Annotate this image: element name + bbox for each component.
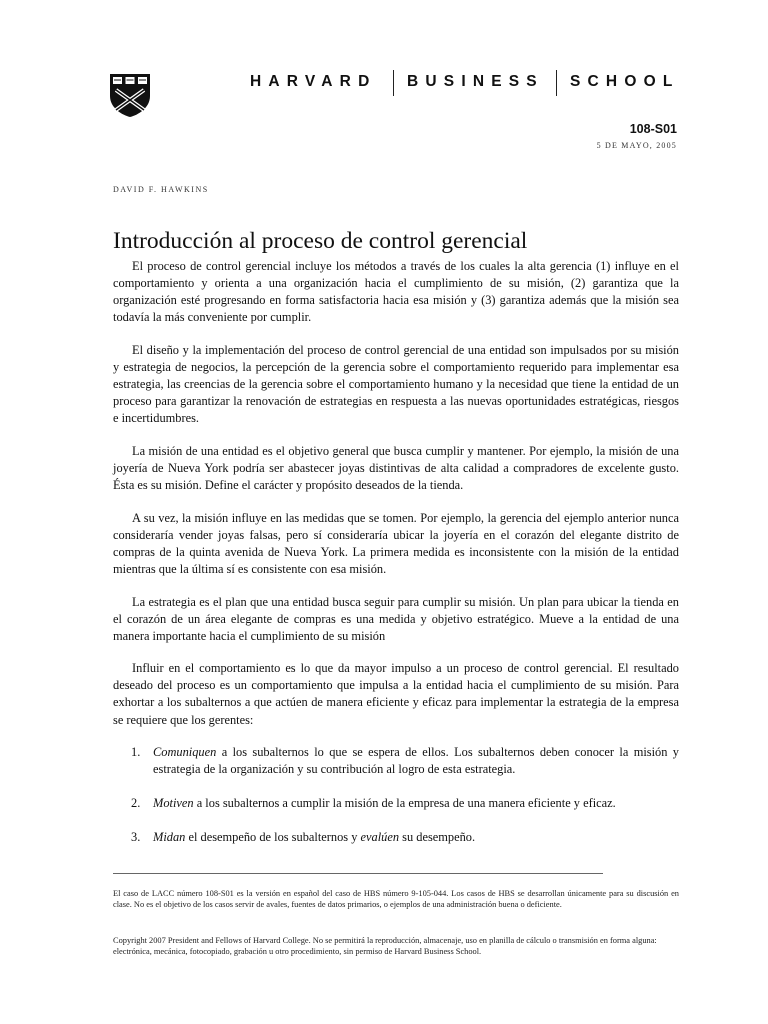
list-item-text: a los subalternos lo que se espera de ellos. Los subalternos deben conocer la misión y estrategia de la organización y su contribución al logro de esta estrategia. xyxy=(153,745,679,777)
list-item-verb: Comuniquen xyxy=(153,745,217,760)
list-item xyxy=(113,795,679,812)
list-item-number: 2. xyxy=(131,796,141,811)
list-item-verb: Midan xyxy=(153,830,186,845)
body-paragraph: La estrategia es el plan que una entidad busca seguir para cumplir su misión. Un plan para ubicar la tienda en el corazón de un área elegante de compras es una medida y objetivo estratégico. Mueve a la entidad de una manera importante hacia el cumplimiento de su misión xyxy=(113,594,679,643)
list-item-number: 1. xyxy=(131,745,141,760)
manager-actions-list xyxy=(113,744,679,846)
list-item-verb: Motiven xyxy=(153,796,194,811)
footnote: El caso de LACC número 108-S01 es la versión en español del caso de HBS número 9-105-044. Los casos de HBS se desarrollan únicamente para su discusión en clase. No es el objetivo de los casos servir de avales, fuentes de datos primarios, o ejemplos de una administración buena o deficiente. xyxy=(113,889,679,909)
body-paragraph: Influir en el comportamiento es lo que da mayor impulso a un proceso de control gerencial. El resultado deseado del proceso es un comportamiento que impulsa a la entidad hacia el cumplimiento de su misión. Para exhortar a los subalternos a que actúen de manera eficiente y eficaz para implementar la estrategia de la empresa se requiere que los gerentes: xyxy=(113,661,679,727)
header-divider xyxy=(393,70,394,96)
hbs-shield-logo xyxy=(108,72,152,118)
list-item-text: el desempeño de los subalternos y xyxy=(185,830,361,845)
school-word-harvard: HARVARD xyxy=(250,73,377,90)
school-name-header xyxy=(250,70,680,94)
list-item xyxy=(113,829,679,846)
list-item-verb-secondary: evalúen xyxy=(360,830,400,845)
list-item-number: 3. xyxy=(131,830,141,845)
body-paragraph: A su vez, la misión influye en las medidas que se tomen. Por ejemplo, la gerencia del ejemplo anterior nunca consideraría vender joyas falsas, pero sí consideraría ubicar la joyería en el corazón del elegante distrito de compras de la quinta avenida de Nueva York. La primera medida es inconsistente con la misión de la entidad mientras que la última sí es consistente con esa misión. xyxy=(113,510,679,576)
copyright-notice: Copyright 2007 President and Fellows of Harvard College. No se permitirá la reproducción, almacenaje, uso en planilla de cálculo o transmisión en forma alguna: electrónica, mecánica, fotocopiado, grabación u otro procedimiento, sin permiso de Harvard Business School. xyxy=(113,936,657,956)
body-paragraph: La misión de una entidad es el objetivo general que busca cumplir y mantener. Por ejemplo, la misión de una joyería de Nueva York podría ser abastecer joyas distintivas de alta calidad a compradores de excelente gusto. Ésta es su misión. Define el carácter y propósito deseados de la tienda. xyxy=(113,443,679,493)
school-word-business: BUSINESS xyxy=(407,73,544,90)
footnote-divider xyxy=(113,873,603,874)
list-item-text-end: su desempeño. xyxy=(399,830,476,845)
body-paragraph: El proceso de control gerencial incluye los métodos a través de los cuales la alta gerencia (1) influye en el comportamiento y orienta a una organización hacia el cumplimiento de su misión, (2) garantiza que la organización esté progresando en forma satisfactoria hacia esa misión y (3) garantiza además que la misión sea todavía la más conveniente por cumplir. xyxy=(113,259,679,325)
school-word-school: SCHOOL xyxy=(570,73,680,90)
document-body xyxy=(113,258,679,864)
body-paragraph: El diseño y la implementación del proceso de control gerencial de una entidad son impulsados por su misión y estrategia de negocios, la percepción de la gerencia sobre el comportamiento requerido para implementar esa estrategia, las creencias de la gerencia sobre el comportamiento humano y la necesidad que tiene la entidad de un proceso para garantizar la renovación de estrategias en respuesta a las nuevas oportunidades estratégicas, riesgos e incertidumbres. xyxy=(113,342,679,426)
header-divider xyxy=(556,70,557,96)
author-name: DAVID F. HAWKINS xyxy=(113,185,209,194)
document-title: Introducción al proceso de control gerencial xyxy=(113,227,528,254)
case-number: 108-S01 xyxy=(629,122,677,136)
list-item-text: a los subalternos a cumplir la misión de la empresa de una manera eficiente y eficaz. xyxy=(193,796,616,811)
case-date: 5 DE MAYO, 2005 xyxy=(596,141,677,150)
list-item xyxy=(113,744,679,778)
